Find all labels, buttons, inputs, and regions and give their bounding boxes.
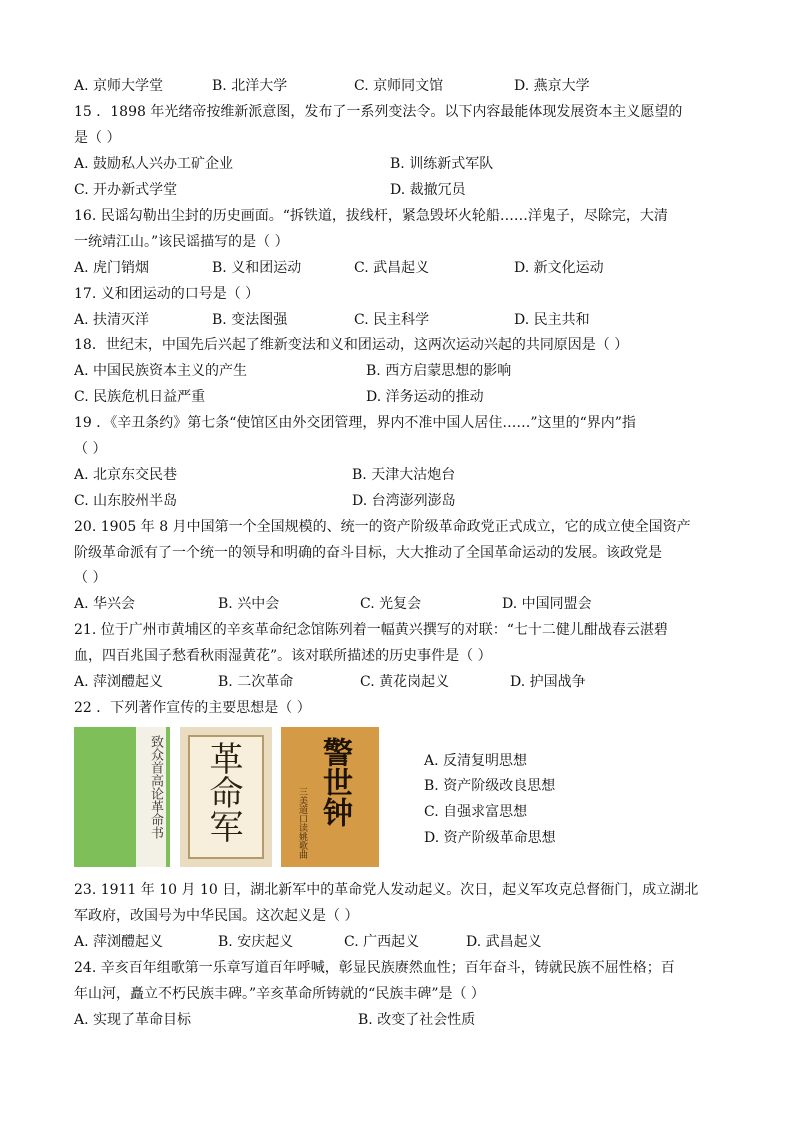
q14-option-b[interactable]: B. 北洋大学 (212, 78, 288, 94)
q19-option-a[interactable]: A. 北京东交民巷 (74, 467, 178, 483)
q24-option-a[interactable]: A. 实现了革命目标 (74, 1012, 192, 1028)
q23-option-d[interactable]: D. 武昌起义 (466, 934, 542, 950)
q19-option-d[interactable]: D. 台湾澎列澎岛 (352, 493, 456, 509)
q15-option-d[interactable]: D. 裁撤冗员 (390, 182, 466, 198)
q20-stem-line-3: （ ） (74, 570, 107, 586)
q16-stem-line-2: 一统靖江山。”该民谣描写的是（ ） (74, 234, 289, 250)
q23-option-a[interactable]: A. 萍浏醴起义 (74, 934, 164, 950)
q19-option-b[interactable]: B. 天津大沽炮台 (352, 467, 456, 483)
q23-stem-line-1: 23. 1911 年 10 月 10 日，湖北新军中的革命党人发动起义。次日，起义军攻克总督衙门，成立湖北 (74, 882, 699, 898)
q17-option-c[interactable]: C. 民主科学 (354, 312, 430, 328)
q19-option-c[interactable]: C. 山东胶州半岛 (74, 493, 178, 509)
q14-option-a[interactable]: A. 京师大学堂 (74, 78, 164, 94)
book-cover-3-side: 三美道口读姚歌曲 (297, 787, 307, 859)
q17-stem-line-1: 17. 义和团运动的口号是（ ） (74, 286, 260, 302)
q20-option-b[interactable]: B. 兴中会 (218, 596, 280, 612)
q16-option-d[interactable]: D. 新文化运动 (514, 260, 604, 276)
q21-option-a[interactable]: A. 萍浏醴起义 (74, 674, 164, 690)
q15-option-c[interactable]: C. 开办新式学堂 (74, 182, 178, 198)
q16-option-b[interactable]: B. 义和团运动 (212, 260, 302, 276)
q20-option-d[interactable]: D. 中国同盟会 (502, 596, 592, 612)
q16-option-c[interactable]: C. 武昌起义 (354, 260, 430, 276)
q20-stem-line-2: 阶级革命派有了一个统一的领导和明确的奋斗目标，大大推动了全国革命运动的发展。该政党是 (74, 545, 662, 561)
q21-option-c[interactable]: C. 黄花岗起义 (360, 674, 450, 690)
q22-option-c[interactable]: C. 自强求富思想 (424, 804, 528, 820)
book-cover-3-title: 警世钟 (317, 737, 352, 827)
q20-option-a[interactable]: A. 华兴会 (74, 596, 136, 612)
q15-option-b[interactable]: B. 训练新式军队 (390, 156, 494, 172)
q22-option-d[interactable]: D. 资产阶级革命思想 (424, 830, 556, 846)
book-cover-2-title: 革命军 (203, 741, 243, 843)
q16-stem-line-1: 16. 民谣勾勒出尘封的历史画面。“拆铁道，拔线杆，紧急毁坏火轮船……洋鬼子，尽除完，大清 (74, 208, 668, 224)
book-cover-1 (74, 727, 170, 867)
q19-stem-line-1: 19 ．《辛丑条约》第七条“使馆区由外交团管理，界内不准中国人居住……”这里的“界内”指 (74, 415, 636, 431)
q16-option-a[interactable]: A. 虎门销烟 (74, 260, 150, 276)
q24-option-b[interactable]: B. 改变了社会性质 (358, 1012, 476, 1028)
q22-option-b[interactable]: B. 资产阶级改良思想 (424, 778, 556, 794)
q20-option-c[interactable]: C. 光复会 (360, 596, 422, 612)
q21-stem-line-2: 血，四百兆国子愁看秋雨湿黄花”。该对联所描述的历史事件是（ ） (74, 648, 492, 664)
q18-option-c[interactable]: C. 民族危机日益严重 (74, 389, 206, 405)
book-cover-3 (281, 727, 379, 867)
q24-stem-line-2: 年山河，矗立不朽民族丰碑。”辛亥革命所铸就的“民族丰碑”是（ ） (74, 986, 485, 1002)
q14-option-c[interactable]: C. 京师同文馆 (354, 78, 444, 94)
q21-stem-line-1: 21. 位于广州市黄埔区的辛亥革命纪念馆陈列着一幅黄兴撰写的对联：“七十二健儿酣战春云湛碧 (74, 622, 668, 638)
q18-option-a[interactable]: A. 中国民族资本主义的产生 (74, 363, 248, 379)
q19-stem-line-2: （ ） (74, 441, 107, 457)
q23-option-b[interactable]: B. 安庆起义 (218, 934, 294, 950)
book-cover-1-title: 致众首高论革命书 (148, 735, 163, 839)
q18-option-b[interactable]: B. 西方启蒙思想的影响 (366, 363, 512, 379)
q17-option-b[interactable]: B. 变法图强 (212, 312, 288, 328)
q17-option-d[interactable]: D. 民主共和 (514, 312, 590, 328)
q17-option-a[interactable]: A. 扶清灭洋 (74, 312, 150, 328)
q20-stem-line-1: 20. 1905 年 8 月中国第一个全国规模的、统一的资产阶级革命政党正式成立，它的成立使全国资产 (74, 519, 691, 535)
q21-option-b[interactable]: B. 二次革命 (218, 674, 294, 690)
q18-option-d[interactable]: D. 洋务运动的推动 (366, 389, 484, 405)
q24-stem-line-1: 24. 辛亥百年组歌第一乐章写道百年呼喊，彰显民族赓然血性；百年奋斗，铸就民族不屈性格；百 (74, 960, 675, 976)
q15-stem-line-1: 15 ．1898 年光绪帝按维新派意图，发布了一系列变法令。以下内容最能体现发展资本主义愿望的 (74, 104, 683, 120)
q22-option-a[interactable]: A. 反清复明思想 (424, 753, 528, 769)
q22-stem-line-1: 22 ．下列著作宣传的主要思想是（ ） (74, 700, 311, 716)
q15-stem-line-2: 是（ ） (74, 130, 121, 146)
q21-option-d[interactable]: D. 护国战争 (510, 674, 586, 690)
q23-option-c[interactable]: C. 广西起义 (344, 934, 420, 950)
q15-option-a[interactable]: A. 鼓励私人兴办工矿企业 (74, 156, 234, 172)
book-cover-2 (180, 727, 272, 867)
q18-stem-line-1: 18．世纪末，中国先后兴起了维新变法和义和团运动，这两次运动兴起的共同原因是（ ） (74, 337, 629, 353)
q14-option-d[interactable]: D. 燕京大学 (514, 78, 590, 94)
q23-stem-line-2: 军政府，改国号为中华民国。这次起义是（ ） (74, 908, 359, 924)
